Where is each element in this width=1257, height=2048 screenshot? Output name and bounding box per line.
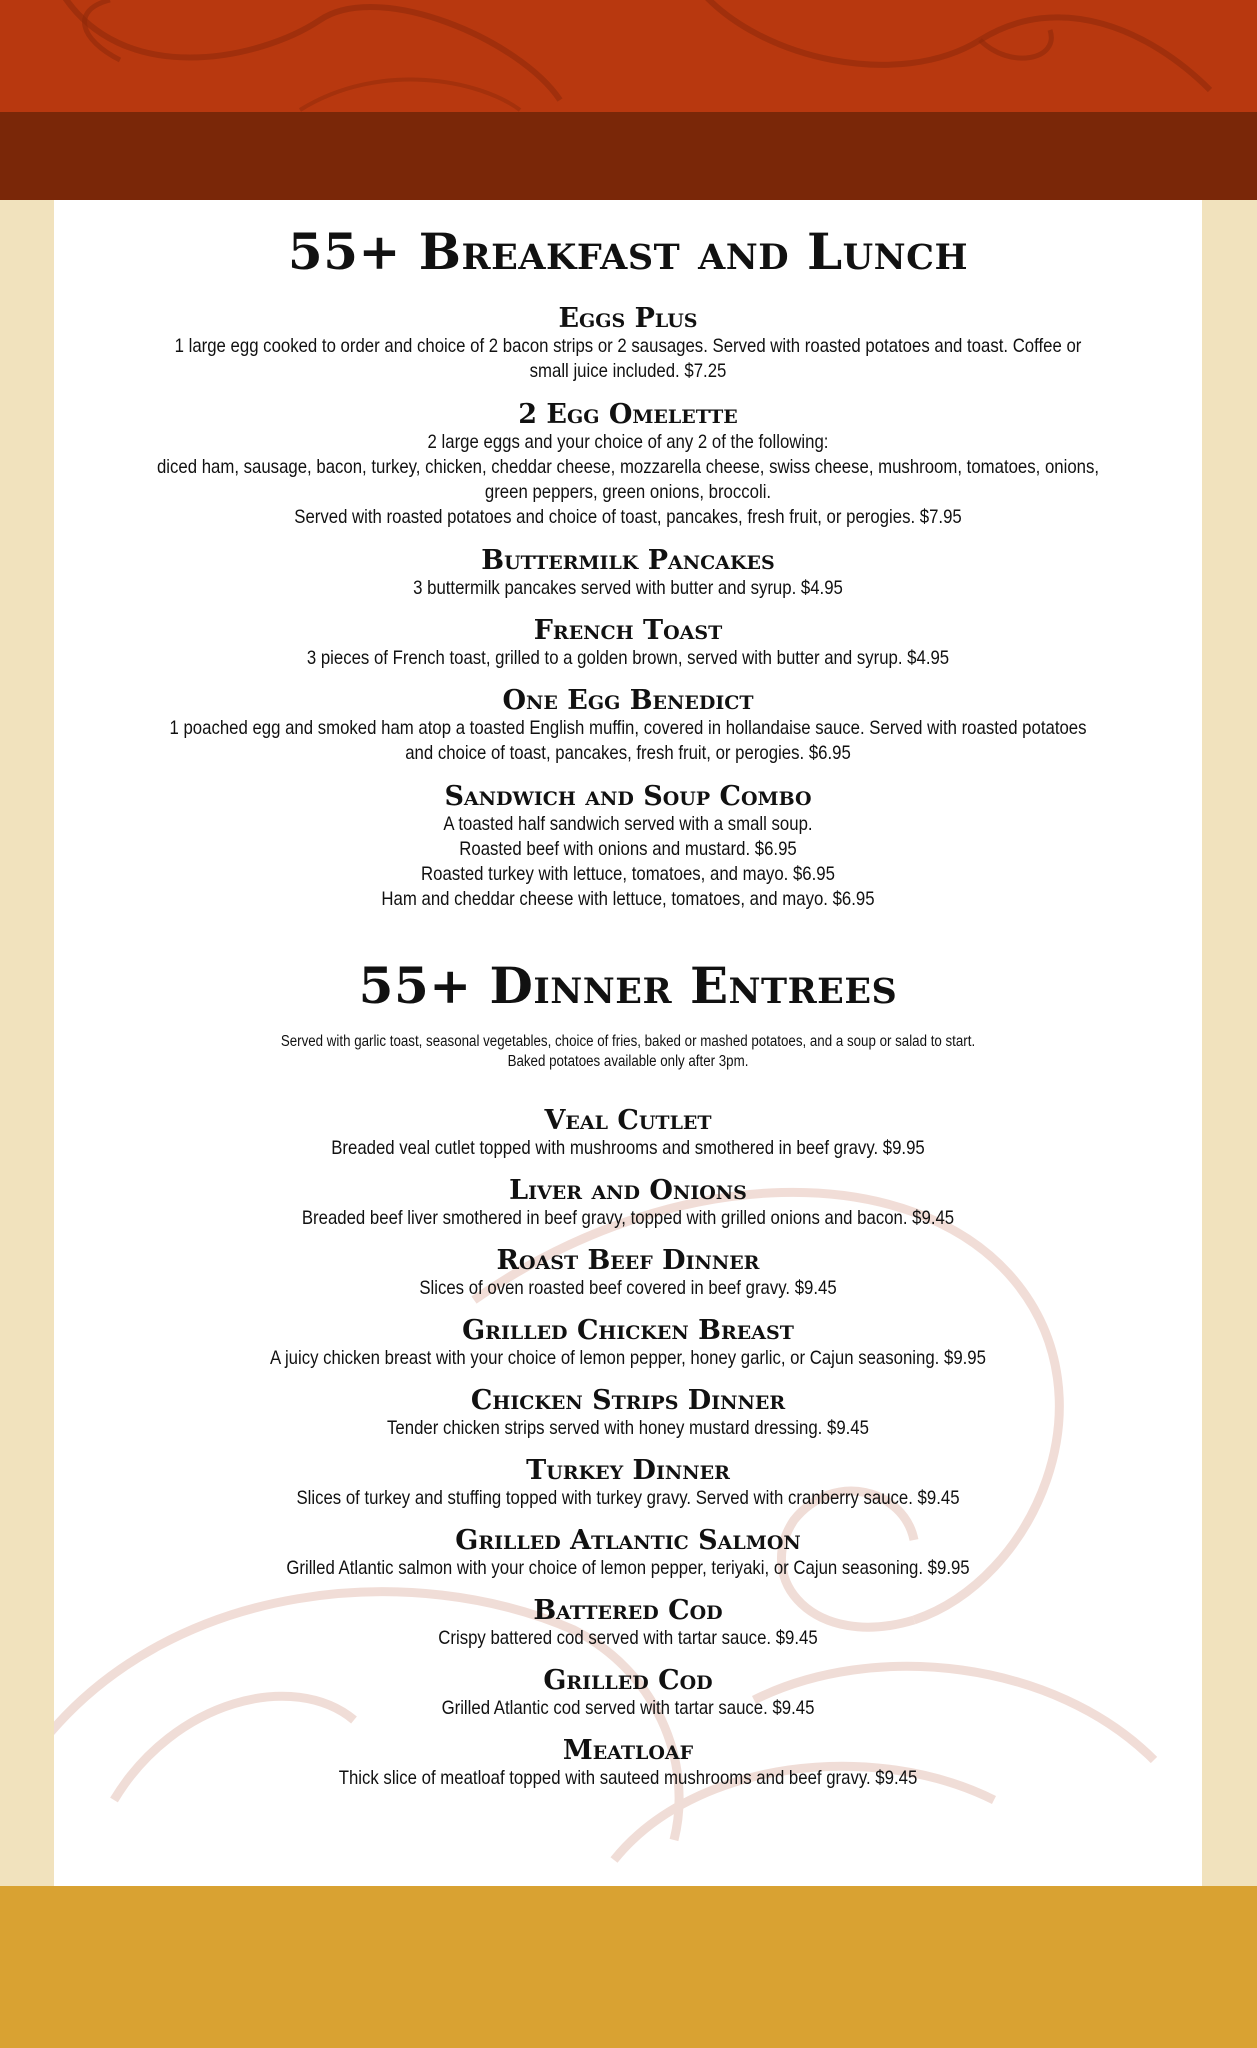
- menu-item: [68, 782, 1188, 912]
- item-description: Grilled Atlantic cod served with tartar sauce. $9.45: [441, 1697, 815, 1719]
- menu-item: [68, 1526, 1188, 1581]
- header-dark-band: [0, 112, 1257, 200]
- item-name: French Toast: [533, 615, 723, 646]
- footer-band: [0, 1886, 1257, 2048]
- item-description: Breaded veal cutlet topped with mushrooms and smothered in beef gravy. $9.95: [331, 1137, 925, 1159]
- item-name: Grilled Atlantic Salmon: [455, 1525, 801, 1556]
- menu-panel: [54, 200, 1202, 1886]
- item-description: Slices of oven roasted beef covered in beef gravy. $9.45: [419, 1277, 837, 1299]
- menu-item: [68, 686, 1188, 766]
- item-name: Eggs Plus: [558, 303, 698, 334]
- menu-item: [68, 1386, 1188, 1441]
- item-name: Grilled Cod: [543, 1665, 713, 1696]
- item-name: Buttermilk Pancakes: [481, 545, 775, 576]
- menu-item: [68, 616, 1188, 671]
- item-description: 3 buttermilk pancakes served with butter and syrup. $4.95: [413, 577, 843, 599]
- item-description: Slices of turkey and stuffing topped with turkey gravy. Served with cranberry sauce. $9.45: [296, 1487, 960, 1509]
- menu-item: [68, 400, 1188, 530]
- item-name: 2 Egg Omelette: [518, 399, 738, 430]
- item-description: A juicy chicken breast with your choice of lemon pepper, honey garlic, or Cajun seasoning. $9.95: [270, 1347, 986, 1369]
- item-description: 3 pieces of French toast, grilled to a golden brown, served with butter and syrup. $4.95: [306, 647, 950, 669]
- item-name: Battered Cod: [533, 1595, 723, 1626]
- menu-item: [68, 1246, 1188, 1301]
- item-description: 2 large eggs and your choice of any 2 of the following: diced ham, sausage, bacon, turkey, chicken, cheddar cheese, mozzarella cheese, swiss cheese, mushroom, tomatoes, onions, green peppers, green onions, broccoli. Served with roasted potatoes and choice of toast, pancakes, fresh fruit, or perogies. $7.95: [156, 431, 1100, 528]
- dinner-title: 55+ Dinner Entrees: [358, 956, 898, 1015]
- menu-item: [68, 1106, 1188, 1161]
- item-description: Tender chicken strips served with honey mustard dressing. $9.45: [387, 1417, 869, 1439]
- left-border: [0, 200, 54, 1886]
- item-name: Sandwich and Soup Combo: [444, 781, 812, 812]
- item-name: Roast Beef Dinner: [496, 1245, 760, 1276]
- item-name: Veal Cutlet: [544, 1105, 712, 1136]
- item-description: A toasted half sandwich served with a small soup. Roasted beef with onions and mustard. $6.95 Roasted turkey with lettuce, tomatoes, and mayo. $6.95 Ham and cheddar cheese with lettuce, tomatoes, and mayo. $6.95: [381, 813, 875, 910]
- item-name: Liver and Onions: [509, 1175, 747, 1206]
- item-description: Thick slice of meatloaf topped with sauteed mushrooms and beef gravy. $9.45: [338, 1767, 918, 1789]
- item-description: Breaded beef liver smothered in beef gravy, topped with grilled onions and bacon. $9.45: [301, 1207, 955, 1229]
- item-name: Meatloaf: [562, 1735, 694, 1766]
- right-border: [1202, 200, 1257, 1886]
- item-description: 1 poached egg and smoked ham atop a toasted English muffin, covered in hollandaise sauce. Served with roasted potatoes and choice of toast, pancakes, fresh fruit, or perogies. $6.95: [169, 717, 1087, 764]
- header-swirl-decoration: [0, 0, 1257, 112]
- menu-item: [68, 1736, 1188, 1791]
- item-description: Crispy battered cod served with tartar sauce. $9.45: [438, 1627, 818, 1649]
- menu-item: [68, 1596, 1188, 1651]
- dinner-note: Served with garlic toast, seasonal vegetables, choice of fries, baked or mashed potatoes, and a soup or salad to start. Baked potatoes available only after 3pm.: [280, 1033, 976, 1070]
- menu-item: [68, 1456, 1188, 1511]
- menu-item: [68, 1316, 1188, 1371]
- menu-item: [68, 304, 1188, 384]
- item-name: One Egg Benedict: [502, 685, 754, 716]
- menu-item: [68, 1666, 1188, 1721]
- item-name: Grilled Chicken Breast: [462, 1315, 794, 1346]
- item-name: Turkey Dinner: [526, 1455, 730, 1486]
- breakfast-title: 55+ Breakfast and Lunch: [287, 222, 969, 281]
- menu-item: [68, 546, 1188, 601]
- menu-item: [68, 1176, 1188, 1231]
- header-band: [0, 0, 1257, 112]
- item-description: Grilled Atlantic salmon with your choice of lemon pepper, teriyaki, or Cajun seasoning. $9.95: [286, 1557, 970, 1579]
- item-name: Chicken Strips Dinner: [470, 1385, 786, 1416]
- item-description: 1 large egg cooked to order and choice of 2 bacon strips or 2 sausages. Served with roasted potatoes and toast. Coffee or small juice included. $7.25: [174, 335, 1082, 382]
